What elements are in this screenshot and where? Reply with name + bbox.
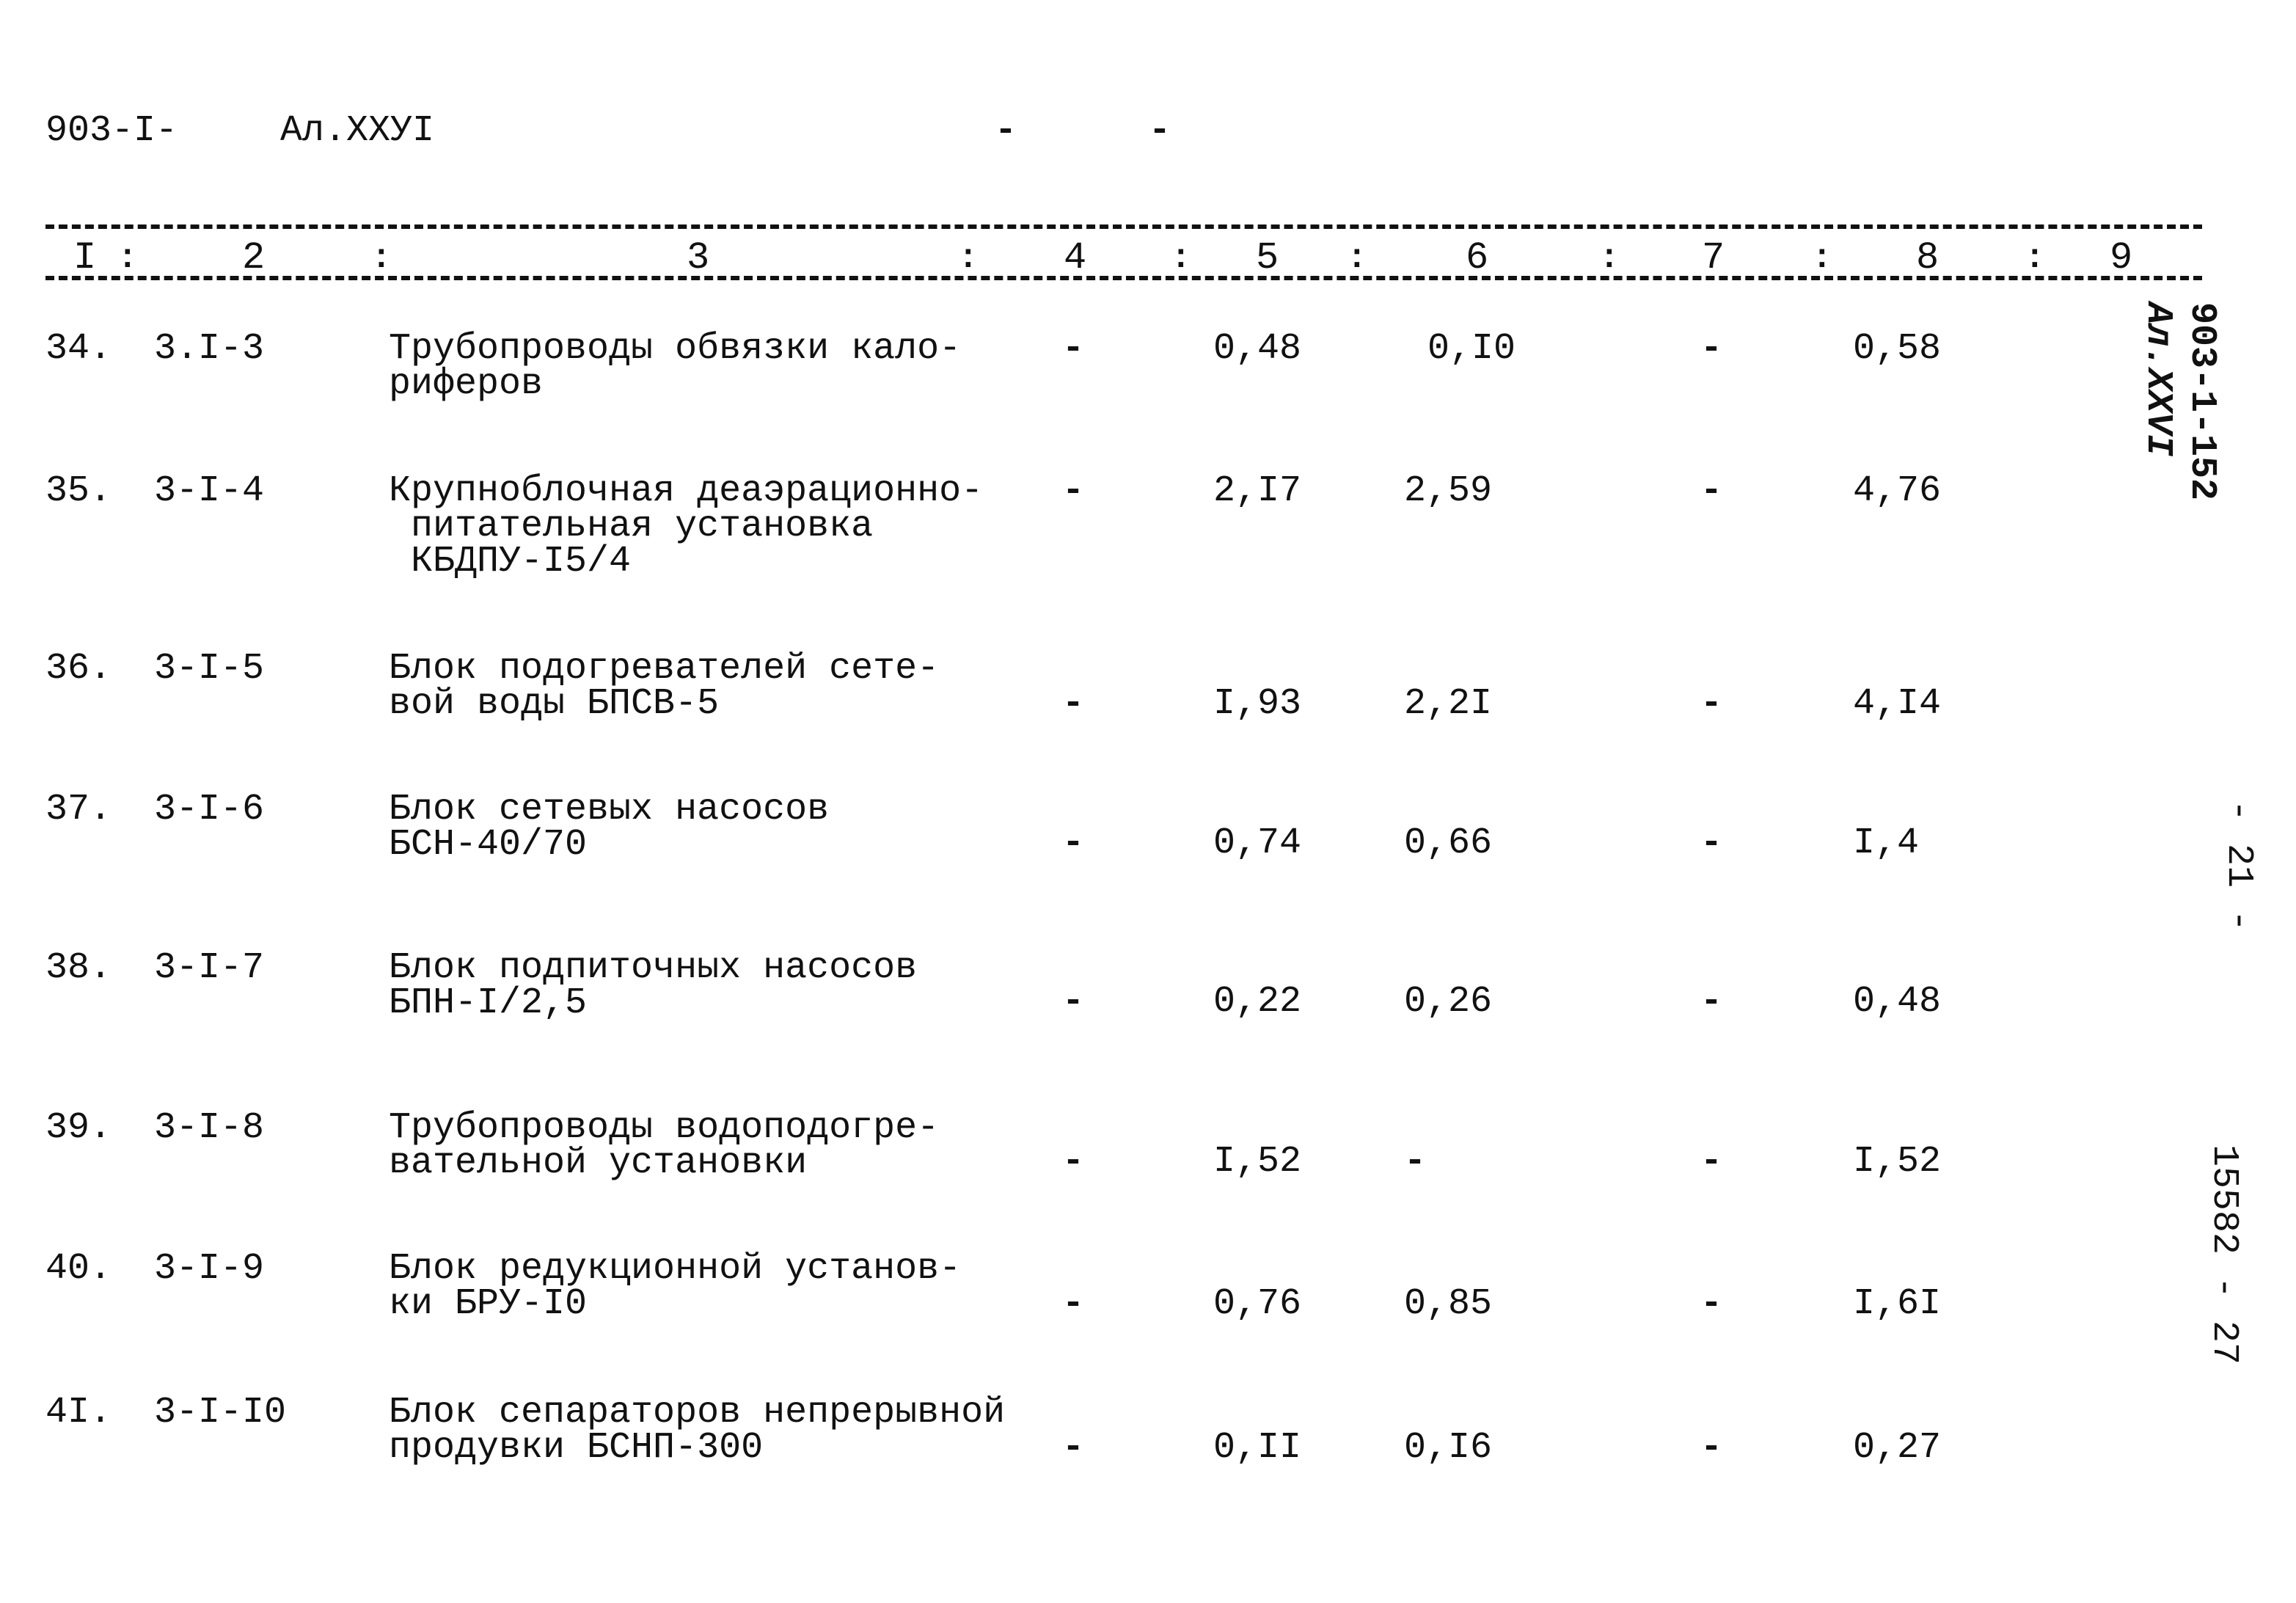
col6-value: - xyxy=(1404,1141,1427,1183)
col7-value: - xyxy=(1700,822,1723,864)
row-name xyxy=(389,1248,962,1325)
col6-value: 2,59 xyxy=(1404,470,1493,512)
col4-value: - xyxy=(1062,981,1085,1023)
row-number: 40. xyxy=(45,1248,112,1290)
column-number: 5 xyxy=(1256,236,1279,280)
row-name-line: Блок подогревателей сете- xyxy=(389,648,940,690)
column-separator: : xyxy=(1171,239,1191,277)
row-code: 3-I-I0 xyxy=(154,1392,287,1434)
row-name xyxy=(389,947,918,1024)
col4-value: - xyxy=(1062,1141,1085,1183)
col6-value: 2,2I xyxy=(1404,683,1493,725)
row-name-line: продувки БСНП-300 xyxy=(389,1427,764,1469)
row-name-line: Блок сетевых насосов xyxy=(389,789,830,830)
col4-value: - xyxy=(1062,1427,1085,1469)
row-name-line: риферов xyxy=(389,363,544,405)
col8-value: 0,58 xyxy=(1853,328,1942,370)
row-code: 3-I-8 xyxy=(154,1107,265,1149)
col4-value: - xyxy=(1062,328,1085,370)
table-top-rule xyxy=(45,224,2202,229)
header-dash: - xyxy=(1149,110,1171,152)
column-number: 6 xyxy=(1466,236,1489,280)
row-name-line: Трубопроводы обвязки кало- xyxy=(389,328,962,370)
row-code: 3-I-5 xyxy=(154,648,265,690)
margin-stamp-sheet: Ал.XXVI xyxy=(2137,302,2179,457)
column-separator: : xyxy=(1812,239,1832,277)
row-number: 4I. xyxy=(45,1392,112,1434)
row-number: 35. xyxy=(45,470,112,512)
col8-value: I,6I xyxy=(1853,1283,1942,1325)
row-name-line: вательной установки xyxy=(389,1142,808,1184)
col8-value: 4,76 xyxy=(1853,470,1942,512)
col4-value: - xyxy=(1062,822,1085,864)
row-code: 3-I-9 xyxy=(154,1248,265,1290)
row-name xyxy=(389,648,940,725)
row-name-line: Крупноблочная деаэрационно- xyxy=(389,470,984,512)
column-separator: : xyxy=(1347,239,1367,277)
col5-value: 0,48 xyxy=(1213,328,1302,370)
row-name xyxy=(389,1107,940,1184)
col5-value: 0,74 xyxy=(1213,822,1302,864)
col6-value: 0,85 xyxy=(1404,1283,1493,1325)
row-name-line: ки БРУ-I0 xyxy=(389,1283,588,1325)
row-code: 3-I-7 xyxy=(154,947,265,989)
row-name xyxy=(389,789,830,866)
row-name-line: БСН-40/70 xyxy=(389,824,588,866)
row-number: 38. xyxy=(45,947,112,989)
col6-value: 0,I0 xyxy=(1427,328,1516,370)
header-dash: - xyxy=(995,110,1017,152)
col7-value: - xyxy=(1700,683,1723,725)
row-number: 34. xyxy=(45,328,112,370)
col4-value: - xyxy=(1062,1283,1085,1325)
row-number: 39. xyxy=(45,1107,112,1149)
row-name-line: Блок редукционной установ- xyxy=(389,1248,962,1290)
row-name xyxy=(389,1392,1006,1469)
row-name-line: КБДПУ-I5/4 xyxy=(389,541,632,583)
col8-value: I,4 xyxy=(1853,822,1920,864)
col5-value: I,52 xyxy=(1213,1141,1302,1183)
row-name-line: питательная установка xyxy=(389,505,874,547)
row-code: 3-I-4 xyxy=(154,470,265,512)
column-number: 2 xyxy=(242,236,266,280)
col6-value: 0,I6 xyxy=(1404,1427,1493,1469)
column-separator: : xyxy=(2025,239,2045,277)
col4-value: - xyxy=(1062,470,1085,512)
col8-value: 0,48 xyxy=(1853,981,1942,1023)
col8-value: 0,27 xyxy=(1853,1427,1942,1469)
column-separator: : xyxy=(371,239,392,277)
table-header-rule xyxy=(45,276,2202,280)
row-name xyxy=(389,470,984,583)
col7-value: - xyxy=(1700,981,1723,1023)
sheet-designation: Ал.XXУI xyxy=(280,110,435,152)
col7-value: - xyxy=(1700,1427,1723,1469)
col5-value: 0,22 xyxy=(1213,981,1302,1023)
row-number: 36. xyxy=(45,648,112,690)
column-number: 7 xyxy=(1702,236,1725,280)
inventory-number: 15582 - 27 xyxy=(2203,1144,2245,1365)
row-code: 3-I-6 xyxy=(154,789,265,830)
col7-value: - xyxy=(1700,1283,1723,1325)
col5-value: 2,I7 xyxy=(1213,470,1302,512)
row-number: 37. xyxy=(45,789,112,830)
col8-value: 4,I4 xyxy=(1853,683,1942,725)
row-name-line: БПН-I/2,5 xyxy=(389,982,588,1024)
col7-value: - xyxy=(1700,1141,1723,1183)
col5-value: 0,76 xyxy=(1213,1283,1302,1325)
column-separator: : xyxy=(117,239,138,277)
col8-value: I,52 xyxy=(1853,1141,1942,1183)
row-name-line: Блок подпиточных насосов xyxy=(389,947,918,989)
margin-stamp-code: 903-1-152 xyxy=(2181,302,2223,501)
column-number: 8 xyxy=(1916,236,1939,280)
col5-value: 0,II xyxy=(1213,1427,1302,1469)
row-code: 3.I-3 xyxy=(154,328,265,370)
column-number: I xyxy=(73,236,97,280)
column-separator: : xyxy=(958,239,979,277)
row-name xyxy=(389,328,962,405)
column-number: 9 xyxy=(2110,236,2133,280)
row-name-line: Блок сепараторов непрерывной xyxy=(389,1392,1006,1434)
column-separator: : xyxy=(1599,239,1620,277)
col6-value: 0,26 xyxy=(1404,981,1493,1023)
col7-value: - xyxy=(1700,470,1723,512)
document-series: 903-I- xyxy=(45,110,178,152)
row-name-line: вой воды БПСВ-5 xyxy=(389,683,720,725)
column-number: 4 xyxy=(1064,236,1087,280)
col7-value: - xyxy=(1700,328,1723,370)
column-number: 3 xyxy=(687,236,710,280)
col6-value: 0,66 xyxy=(1404,822,1493,864)
row-name-line: Трубопроводы водоподогре- xyxy=(389,1107,940,1149)
col4-value: - xyxy=(1062,683,1085,725)
page-number: - 21 - xyxy=(2218,800,2259,932)
col5-value: I,93 xyxy=(1213,683,1302,725)
